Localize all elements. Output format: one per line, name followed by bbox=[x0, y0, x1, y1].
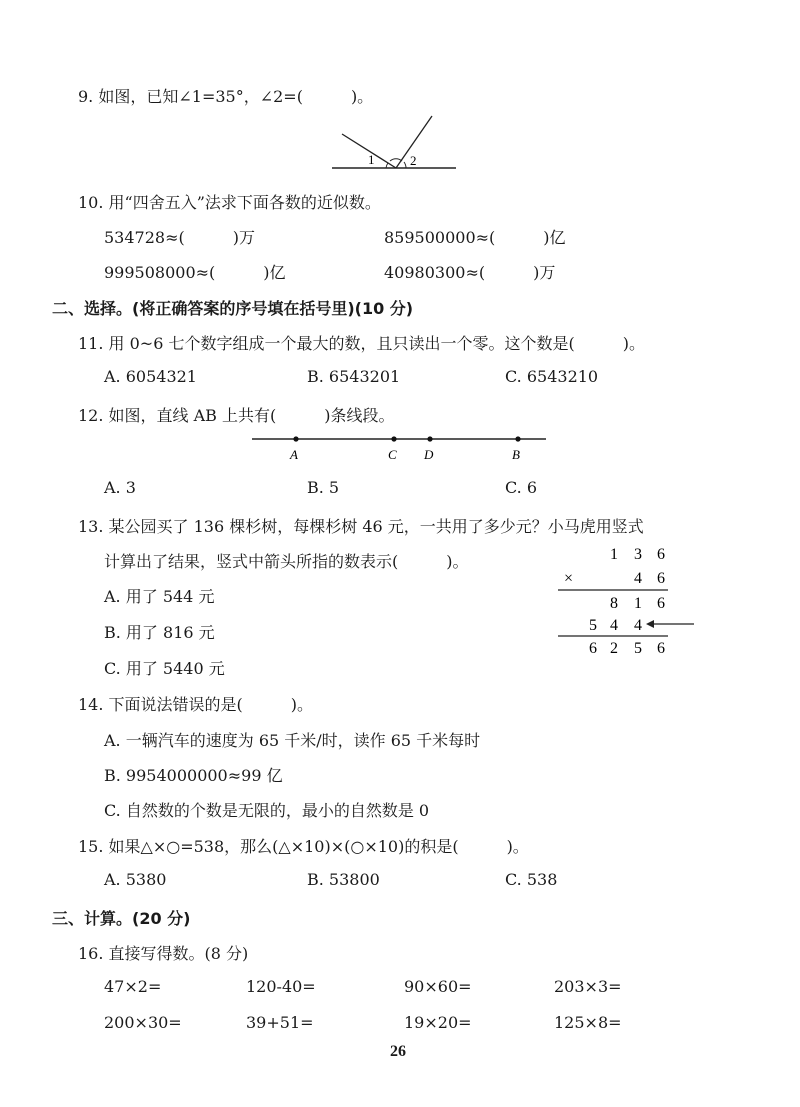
vertical-multiplication bbox=[556, 542, 698, 658]
point-b bbox=[515, 436, 520, 441]
calc-item: 47×2= bbox=[104, 977, 162, 996]
q15-option-b: B. 53800 bbox=[307, 870, 380, 889]
vm-digit: 4 bbox=[634, 617, 642, 634]
calc-item: 39+51= bbox=[246, 1013, 314, 1032]
vm-arrow-head bbox=[646, 620, 654, 628]
label-b: B bbox=[512, 447, 520, 462]
q12-option-b: B. 5 bbox=[307, 478, 340, 497]
page-number: 26 bbox=[390, 1043, 406, 1060]
question-13-line2: 计算出了结果，竖式中箭头所指的数表示( )。 bbox=[104, 552, 469, 571]
vm-digit: 1 bbox=[634, 595, 642, 612]
vm-digit: 2 bbox=[610, 640, 618, 657]
question-11: 11. 用 0~6 七个数字组成一个最大的数，且只读出一个零。这个数是( )。 bbox=[78, 334, 645, 353]
q13-option-a: A. 用了 544 元 bbox=[104, 587, 215, 606]
q11-option-a: A. 6054321 bbox=[104, 367, 197, 386]
vm-times-sign: × bbox=[564, 570, 574, 587]
section-2-title: 二、选择。(将正确答案的序号填在括号里)(10 分) bbox=[52, 299, 414, 318]
q14-option-a: A. 一辆汽车的速度为 65 千米/时，读作 65 千米每时 bbox=[104, 731, 481, 750]
vm-digit: 5 bbox=[589, 617, 597, 634]
angle-figure bbox=[326, 112, 462, 174]
calc-item: 200×30= bbox=[104, 1013, 182, 1032]
vm-digit: 5 bbox=[634, 640, 642, 657]
vm-digit: 6 bbox=[657, 546, 665, 563]
vm-digit: 8 bbox=[610, 595, 618, 612]
vm-digit: 4 bbox=[610, 617, 618, 634]
question-10: 10. 用“四舍五入”法求下面各数的近似数。 bbox=[78, 193, 381, 212]
section-3-title: 三、计算。(20 分) bbox=[52, 909, 191, 928]
calc-item: 120-40= bbox=[246, 977, 316, 996]
q10-item: 40980300≈( )万 bbox=[384, 263, 556, 282]
question-15: 15. 如果△×○=538，那么(△×10)×(○×10)的积是( )。 bbox=[78, 837, 529, 856]
vm-digit: 3 bbox=[634, 546, 642, 563]
calc-item: 125×8= bbox=[554, 1013, 622, 1032]
vm-digit: 1 bbox=[610, 546, 618, 563]
q15-option-a: A. 5380 bbox=[104, 870, 167, 889]
calc-item: 203×3= bbox=[554, 977, 622, 996]
q12-option-c: C. 6 bbox=[505, 478, 538, 497]
q13-option-b: B. 用了 816 元 bbox=[104, 623, 215, 642]
angle-label-2: 2 bbox=[410, 153, 417, 168]
q15-option-c: C. 538 bbox=[505, 870, 558, 889]
label-d: D bbox=[424, 447, 434, 462]
q11-option-c: C. 6543210 bbox=[505, 367, 599, 386]
angle-label-1: 1 bbox=[368, 152, 375, 167]
q10-item: 859500000≈( )亿 bbox=[384, 228, 566, 247]
vm-digit: 6 bbox=[657, 570, 665, 587]
angle-arc-mid bbox=[390, 159, 402, 161]
label-c: C bbox=[388, 447, 397, 462]
q10-item: 534728≈( )万 bbox=[104, 228, 255, 247]
q14-option-c: C. 自然数的个数是无限的，最小的自然数是 0 bbox=[104, 801, 430, 820]
point-d bbox=[427, 436, 432, 441]
q14-option-b: B. 9954000000≈99 亿 bbox=[104, 766, 283, 785]
vm-digit: 6 bbox=[589, 640, 597, 657]
q11-option-b: B. 6543201 bbox=[307, 367, 401, 386]
vm-digit: 6 bbox=[657, 595, 665, 612]
question-9: 9. 如图，已知∠1=35°，∠2=( )。 bbox=[78, 87, 374, 106]
question-13-line1: 13. 某公园买了 136 棵杉树，每棵杉树 46 元，一共用了多少元？小马虎用竖式 bbox=[78, 517, 644, 536]
line-ab-figure bbox=[250, 430, 550, 466]
question-16: 16. 直接写得数。(8 分) bbox=[78, 944, 249, 963]
point-a bbox=[293, 436, 298, 441]
calc-item: 90×60= bbox=[404, 977, 472, 996]
vm-digit: 6 bbox=[657, 640, 665, 657]
point-c bbox=[391, 436, 396, 441]
calc-item: 19×20= bbox=[404, 1013, 472, 1032]
label-a: A bbox=[290, 447, 298, 462]
question-12: 12. 如图，直线 AB 上共有( )条线段。 bbox=[78, 406, 395, 425]
q12-option-a: A. 3 bbox=[104, 478, 136, 497]
q13-option-c: C. 用了 5440 元 bbox=[104, 659, 225, 678]
question-14: 14. 下面说法错误的是( )。 bbox=[78, 695, 314, 714]
vm-digit: 4 bbox=[634, 570, 642, 587]
angle-arc-2 bbox=[404, 162, 406, 168]
q10-item: 999508000≈( )亿 bbox=[104, 263, 286, 282]
